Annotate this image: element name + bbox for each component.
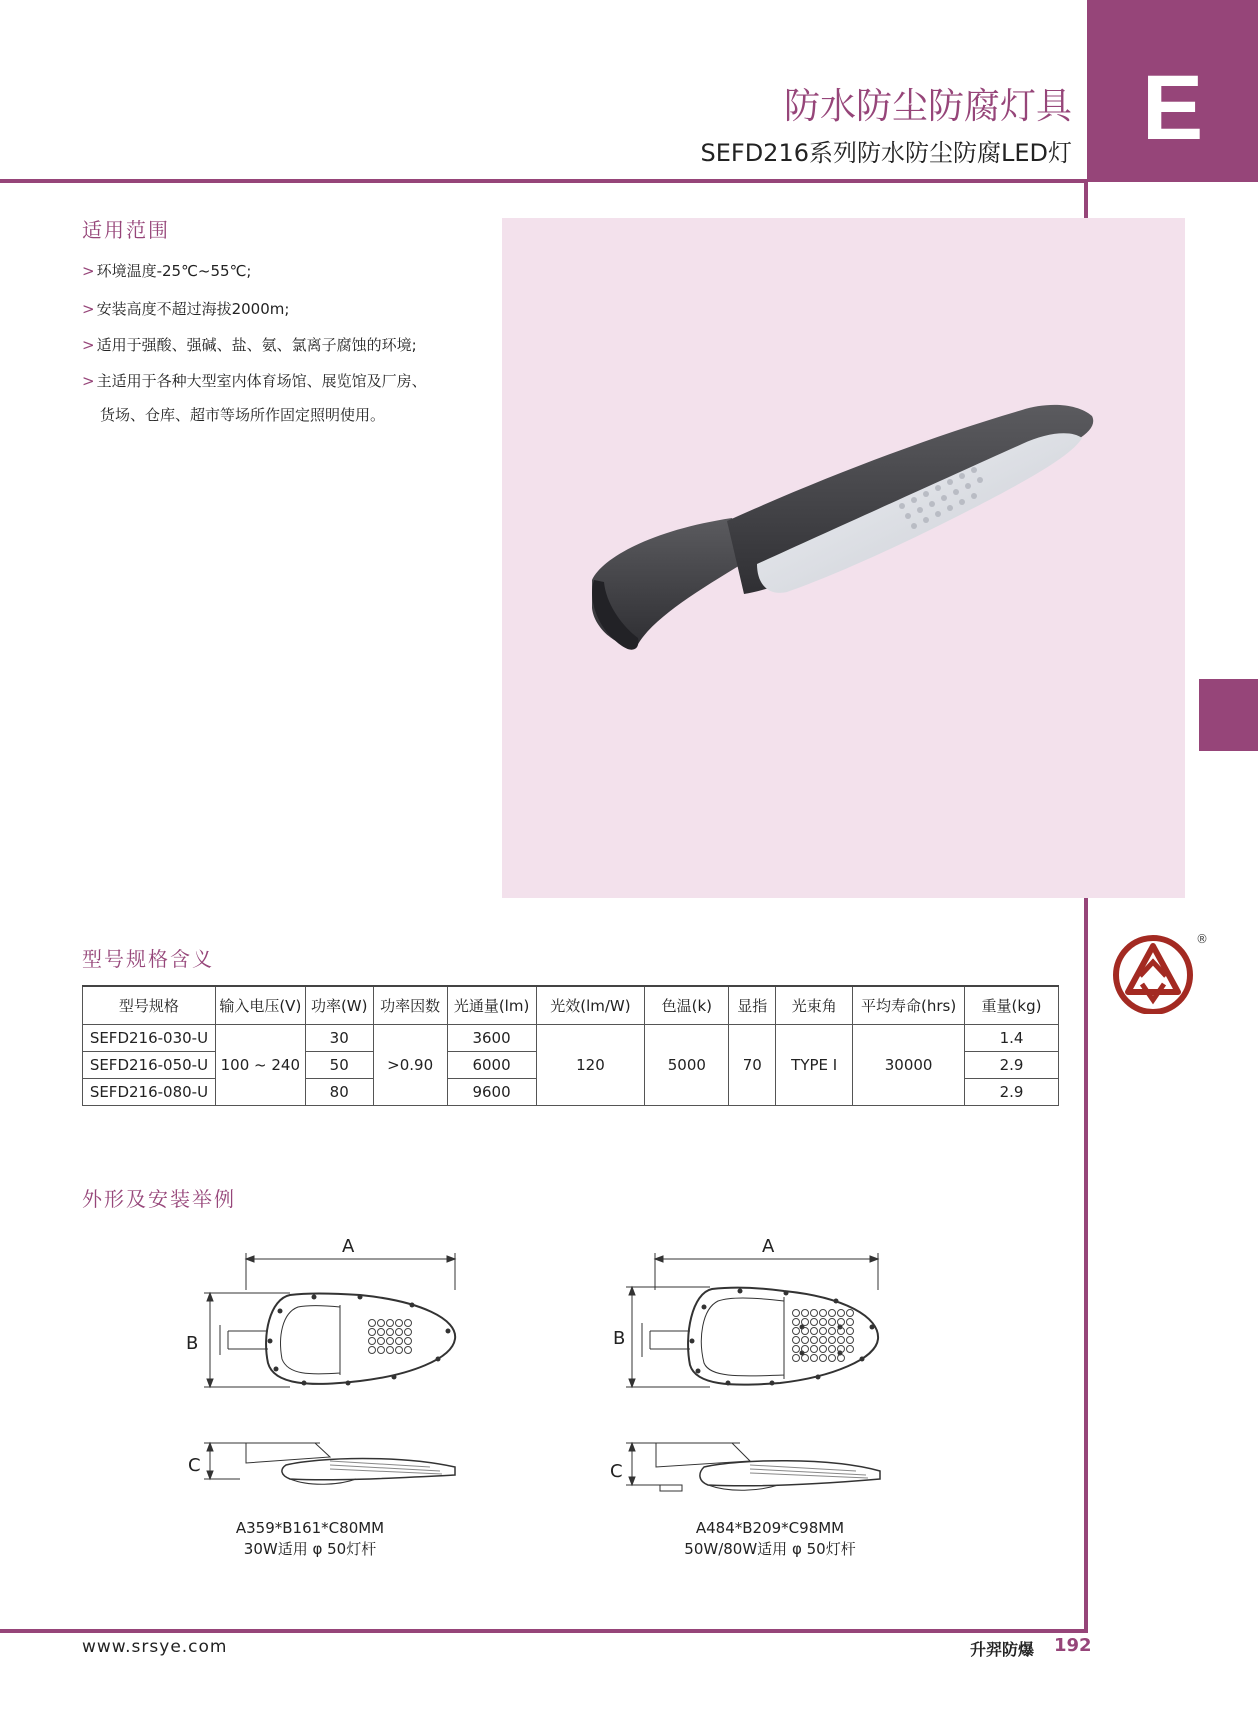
scope-item <box>82 260 251 281</box>
model-cell: SEFD216-030-U <box>83 1025 216 1052</box>
product-photo <box>502 218 1185 898</box>
life-cell: 30000 <box>853 1025 965 1106</box>
bullet-icon: > <box>82 262 95 280</box>
dim-c-label: C <box>610 1461 623 1482</box>
registered-mark: ® <box>1196 932 1208 946</box>
footer-brand: 升羿防爆 <box>970 1640 1035 1659</box>
scope-heading: 适用范围 <box>82 218 170 242</box>
column-header: 光效(lm/W) <box>536 986 645 1025</box>
dim-a-label: A <box>342 1236 355 1257</box>
dim-a-label: A <box>762 1236 775 1257</box>
weight-cell: 1.4 <box>965 1025 1059 1052</box>
scope-item <box>82 370 427 391</box>
voltage-cell: 100 ~ 240 <box>215 1025 305 1106</box>
left-caption-dimensions: A359*B161*C80MM <box>235 1519 385 1537</box>
bullet-icon: > <box>82 372 95 390</box>
column-header: 输入电压(V) <box>215 986 305 1025</box>
install-heading: 外形及安装举例 <box>82 1187 236 1211</box>
weight-cell: 2.9 <box>965 1052 1059 1079</box>
column-header: 显指 <box>729 986 776 1025</box>
header-divider <box>0 179 1087 183</box>
dimension-drawing <box>180 1235 480 1505</box>
model-cell: SEFD216-050-U <box>83 1052 216 1079</box>
scope-item-text: 主适用于各种大型室内体育场馆、展览馆及厂房、 <box>96 372 427 390</box>
model-cell: SEFD216-080-U <box>83 1079 216 1106</box>
footer-url[interactable]: www.srsye.com <box>82 1637 228 1657</box>
column-header: 重量(kg) <box>965 986 1059 1025</box>
right-caption-dimensions: A484*B209*C98MM <box>695 1519 845 1537</box>
spec-table <box>82 985 1059 1106</box>
bullet-icon: > <box>82 336 95 354</box>
bullet-icon: > <box>82 300 95 318</box>
page-subtitle: SEFD216系列防水防尘防腐LED灯 <box>700 139 1072 167</box>
right-caption-pole: 50W/80W适用 φ 50灯杆 <box>684 1540 856 1558</box>
column-header: 型号规格 <box>83 986 216 1025</box>
table-header-row <box>83 986 1059 1025</box>
side-index-tab <box>1199 679 1258 751</box>
drawing-30w <box>180 1235 480 1505</box>
power-factor-cell: >0.90 <box>373 1025 447 1106</box>
logo-emblem-icon <box>1112 932 1194 1014</box>
dim-b-label: B <box>186 1333 199 1354</box>
flux-cell: 9600 <box>447 1079 536 1106</box>
page-number: 192 <box>1054 1635 1092 1656</box>
company-logo <box>1112 932 1194 1014</box>
efficacy-cell: 120 <box>536 1025 645 1106</box>
dimension-drawing <box>600 1235 900 1515</box>
column-header: 色温(k) <box>645 986 729 1025</box>
cct-cell: 5000 <box>645 1025 729 1106</box>
spec-heading: 型号规格含义 <box>82 947 214 971</box>
cri-cell: 70 <box>729 1025 776 1106</box>
footer-divider <box>0 1629 1088 1633</box>
column-header: 光束角 <box>776 986 853 1025</box>
left-caption-pole: 30W适用 φ 50灯杆 <box>243 1540 377 1558</box>
section-letter: E <box>1141 57 1204 159</box>
power-cell: 30 <box>305 1025 373 1052</box>
scope-item-text: 环境温度-25℃~55℃; <box>96 262 252 280</box>
scope-item-continuation: 货场、仓库、超市等场所作固定照明使用。 <box>100 406 386 424</box>
scope-item <box>82 334 417 355</box>
scope-item-text: 适用于强酸、强碱、盐、氨、氯离子腐蚀的环境; <box>96 336 417 354</box>
flux-cell: 3600 <box>447 1025 536 1052</box>
column-header: 功率因数 <box>373 986 447 1025</box>
page-title: 防水防尘防腐灯具 <box>783 86 1072 127</box>
dim-c-label: C <box>188 1455 201 1476</box>
power-cell: 80 <box>305 1079 373 1106</box>
scope-item <box>82 298 289 319</box>
table-row <box>83 1025 1059 1052</box>
beam-cell: TYPE Ⅰ <box>776 1025 853 1106</box>
led-streetlight-image <box>502 218 1185 898</box>
scope-item-text: 安装高度不超过海拔2000m; <box>96 300 290 318</box>
column-header: 光通量(lm) <box>447 986 536 1025</box>
weight-cell: 2.9 <box>965 1079 1059 1106</box>
drawing-50w-80w <box>600 1235 900 1515</box>
flux-cell: 6000 <box>447 1052 536 1079</box>
dim-b-label: B <box>613 1328 626 1349</box>
column-header: 功率(W) <box>305 986 373 1025</box>
power-cell: 50 <box>305 1052 373 1079</box>
column-header: 平均寿命(hrs) <box>853 986 965 1025</box>
